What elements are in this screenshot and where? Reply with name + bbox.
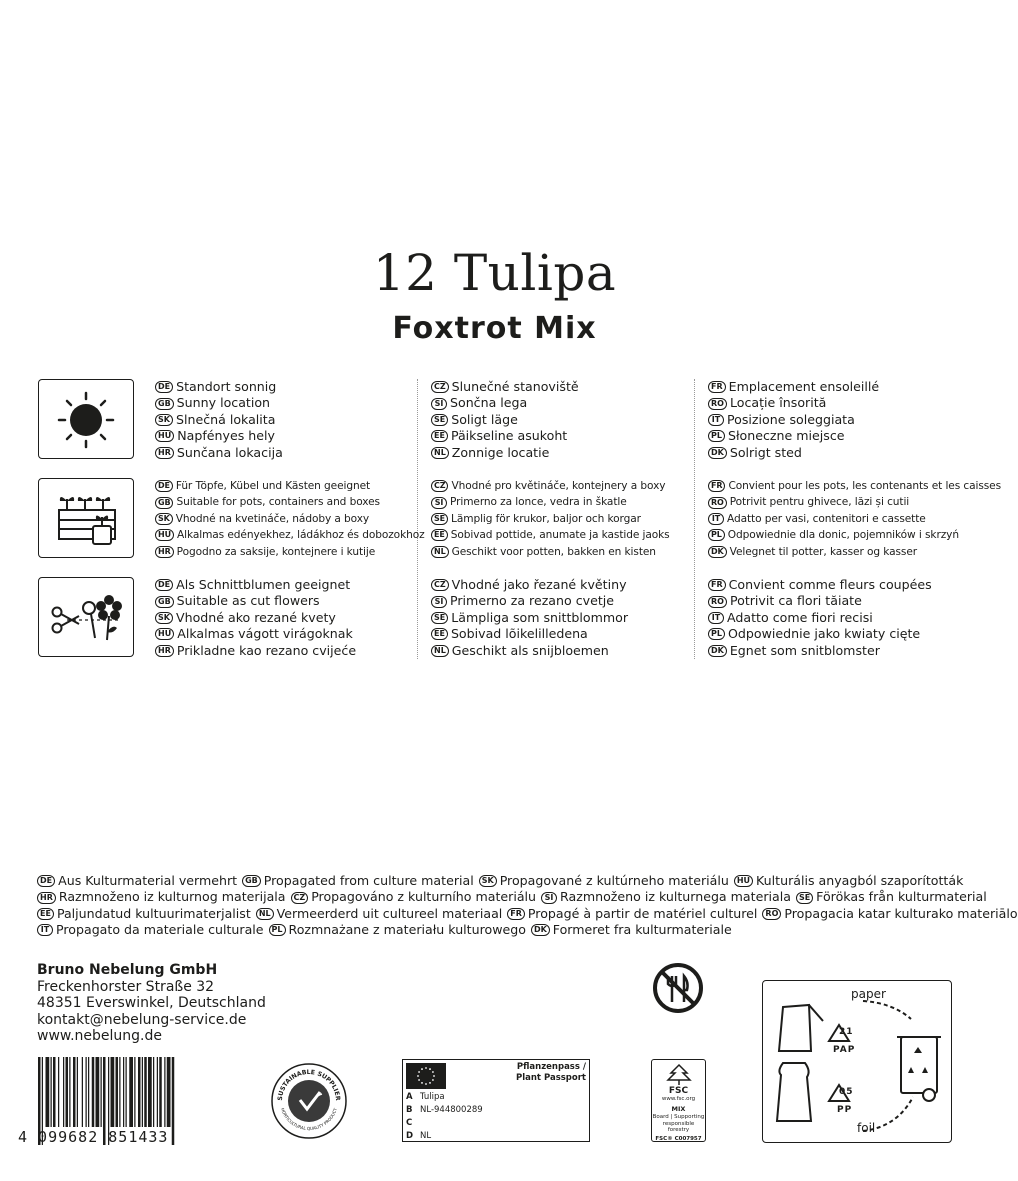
recycling-info: [762, 980, 952, 1143]
propagation-text: Propagované z kultúrneho materiálu: [499, 873, 729, 888]
language-code-badge: DE: [37, 875, 55, 887]
translation-text: Convient comme fleurs coupées: [728, 577, 932, 592]
translation-text: Zonnige locatie: [451, 444, 550, 460]
cut-flowers-icon: [39, 578, 133, 656]
translation-text: Egnet som snitblomster: [729, 642, 880, 658]
foil-label: foil: [857, 1121, 876, 1135]
translation-text: Sobivad pottide, anumate ja kastide jaoks: [450, 529, 670, 542]
language-column: [155, 577, 356, 659]
translation-text: Slnečná lokalita: [175, 411, 276, 427]
translation-text: Suitable for pots, containers and boxes: [176, 496, 380, 509]
language-code-badge: FR: [507, 908, 525, 920]
translation-text: Adatto per vasi, contenitori e cassette: [727, 512, 926, 525]
company-email: kontakt@nebelung-service.de: [37, 1011, 247, 1028]
language-code-badge: CZ: [291, 892, 309, 904]
propagation-segment: [37, 906, 251, 922]
language-code-badge: GB: [155, 398, 174, 410]
fsc-code: FSC® C007957: [655, 1135, 702, 1142]
eu-star: [433, 1075, 435, 1077]
seal-top-text: SUSTAINABLE SUPPLIER: [276, 1068, 342, 1101]
propagation-statement: [37, 873, 1018, 939]
language-code-badge: DE: [155, 381, 173, 393]
propagation-text: Propagato da materiale culturale: [56, 922, 264, 938]
sun-icon-box: [38, 379, 134, 459]
propagation-segment: [37, 889, 286, 905]
sustainable-supplier-seal: [270, 1062, 348, 1140]
translation-text: Sobivad lõikelilledena: [450, 626, 588, 642]
barcode-bar: [53, 1057, 56, 1127]
translation-text: Prikladne kao rezano cvijeće: [176, 642, 357, 658]
translation-line: [431, 593, 628, 609]
company-website: www.nebelung.de: [37, 1028, 162, 1045]
translation-line: [155, 527, 425, 543]
propagation-text: Kulturális anyagból szaporították: [756, 873, 964, 888]
translation-text: Sunčana lokacija: [176, 444, 283, 460]
propagation-segment: [37, 922, 264, 938]
language-code-badge: SK: [479, 875, 497, 887]
translation-line: [431, 610, 628, 626]
language-code-badge: FR: [708, 381, 726, 393]
product-title: 12 Tulipa: [372, 244, 617, 302]
pp-number: 05: [839, 1087, 854, 1097]
language-code-badge: PL: [708, 529, 725, 541]
passport-title-line1: Pflanzenpass /: [516, 1062, 586, 1072]
translation-text: Pogodno za saksije, kontejnere i kutije: [176, 545, 376, 558]
eu-star: [418, 1071, 420, 1073]
translation-text: Primerno za lonce, vedra in škatle: [450, 496, 627, 509]
translation-line: [708, 412, 879, 428]
barcode-bar: [101, 1057, 102, 1127]
translation-line: [431, 626, 628, 642]
barcode-bar: [82, 1057, 83, 1127]
product-variety: Foxtrot Mix: [392, 311, 597, 346]
passport-title: [516, 1062, 586, 1084]
language-code-badge: EE: [431, 529, 448, 541]
language-code-badge: PL: [269, 924, 286, 936]
passport-key: A: [406, 1092, 413, 1102]
translation-line: [431, 395, 579, 411]
fsc-description: Board | Supporting responsible forestry: [652, 1114, 705, 1133]
pp-code: PP: [837, 1105, 853, 1115]
language-code-badge: DK: [708, 546, 727, 558]
language-code-badge: SE: [796, 892, 813, 904]
barcode-bar: [153, 1057, 154, 1127]
paper-bag-icon: [779, 1005, 811, 1051]
translation-text: Sončna lega: [450, 395, 528, 411]
language-code-badge: EE: [431, 430, 448, 442]
propagation-text: Aus Kulturmaterial vermehrt: [58, 873, 238, 888]
language-column: [155, 478, 425, 560]
eu-star: [421, 1082, 423, 1084]
translation-line: [431, 527, 670, 543]
language-code-badge: NL: [256, 908, 274, 920]
barcode-bar: [129, 1057, 133, 1127]
passport-value: NL-944800289: [420, 1105, 483, 1115]
language-column: [431, 577, 628, 659]
translation-line: [431, 412, 579, 428]
barcode-bar: [164, 1057, 165, 1127]
seal-bottom-text: HORTICULTURAL QUALITY PRODUCT: [280, 1107, 338, 1132]
translation-line: [431, 544, 670, 560]
language-code-badge: HR: [155, 546, 174, 558]
translation-text: Velegnet til potter, kasser og kasser: [729, 545, 917, 558]
language-code-badge: GB: [242, 875, 261, 887]
translation-line: [155, 626, 356, 642]
company-address: [37, 962, 266, 1045]
barcode-bar: [157, 1057, 158, 1127]
recycle-bin-icon: [901, 1037, 937, 1093]
language-code-badge: DE: [155, 579, 173, 591]
barcode-bar: [119, 1057, 120, 1127]
passport-key: B: [406, 1105, 413, 1115]
passport-value: Tulipa: [420, 1092, 445, 1102]
translation-text: Geschikt als snijbloemen: [451, 642, 609, 658]
fsc-mix: MIX: [671, 1104, 686, 1113]
language-code-badge: GB: [155, 596, 174, 608]
barcode-bar: [92, 1057, 95, 1127]
barcode-bar: [69, 1057, 70, 1127]
barcode-bar: [77, 1057, 78, 1127]
barcode-bar: [123, 1057, 124, 1127]
propagation-segment: [541, 889, 791, 905]
propagation-text: Propagated from culture material: [263, 873, 474, 888]
translation-line: [431, 428, 579, 444]
translation-line: [155, 412, 283, 428]
translation-line: [708, 593, 932, 609]
language-code-badge: SE: [431, 513, 448, 525]
language-code-badge: CZ: [431, 381, 449, 393]
language-column: [708, 577, 932, 659]
language-code-badge: NL: [431, 546, 449, 558]
translation-line: [431, 445, 579, 461]
translation-text: Convient pour les pots, les contenants et les caisses: [728, 480, 1002, 492]
language-code-badge: CZ: [431, 579, 449, 591]
propagation-text: Propagé à partir de matériel culturel: [527, 905, 758, 921]
barcode-bar: [66, 1057, 69, 1127]
translation-text: Vhodné jako řezané květiny: [451, 577, 627, 592]
language-code-badge: NL: [431, 447, 449, 459]
eu-star: [429, 1068, 431, 1070]
language-code-badge: SI: [431, 497, 447, 509]
language-code-badge: IT: [708, 414, 724, 426]
propagation-text: Formeret fra kulturmateriale: [552, 922, 732, 938]
translation-line: [708, 527, 1001, 543]
language-column: [708, 379, 879, 461]
fsc-url: www.fsc.org: [661, 1096, 696, 1102]
translation-line: [431, 511, 670, 527]
barcode-bar: [111, 1057, 115, 1127]
propagation-text: Propagacia katar kulturako materiālo: [784, 905, 1018, 921]
language-code-badge: HU: [734, 875, 753, 887]
propagation-text: Vermeerderd uit cultureel materiaal: [276, 905, 503, 921]
eu-star: [429, 1082, 431, 1084]
barcode-bar: [134, 1057, 135, 1127]
language-code-badge: HR: [155, 645, 174, 657]
translation-text: Lämpliga som snittblommor: [451, 609, 629, 625]
translation-text: Odpowiednie dla donic, pojemników i skrzyń: [727, 529, 959, 542]
language-code-badge: PL: [708, 628, 725, 640]
foil-bag-icon: [777, 1063, 811, 1121]
language-code-badge: HU: [155, 529, 174, 541]
translation-line: [708, 626, 932, 642]
translation-line: [155, 445, 283, 461]
language-code-badge: HU: [155, 628, 174, 640]
propagation-segment: [37, 873, 237, 889]
language-code-badge: SK: [155, 612, 173, 624]
translation-line: [708, 379, 879, 395]
translation-line: [155, 610, 356, 626]
translation-line: [708, 511, 1001, 527]
no-fork-knife-icon: [652, 962, 704, 1014]
passport-row: [406, 1118, 420, 1129]
propagation-segment: [269, 922, 526, 938]
language-code-badge: DK: [708, 447, 727, 459]
propagation-line: [37, 889, 987, 905]
paper-label: paper: [851, 987, 886, 1001]
translation-text: Słoneczne miejsce: [727, 428, 845, 444]
translation-text: Vhodné na kvetináče, nádoby a boxy: [175, 512, 370, 525]
eu-star: [417, 1075, 419, 1077]
propagation-segment: [256, 906, 502, 922]
language-code-badge: SK: [155, 414, 173, 426]
barcode-bar: [96, 1057, 100, 1127]
language-code-badge: HR: [37, 892, 56, 904]
language-code-badge: IT: [708, 513, 724, 525]
translation-line: [708, 494, 1001, 510]
language-code-badge: SE: [431, 414, 448, 426]
translation-line: [431, 577, 628, 593]
language-code-badge: EE: [431, 628, 448, 640]
language-column: [155, 379, 283, 461]
translation-line: [708, 643, 932, 659]
eu-star: [425, 1083, 427, 1085]
translation-line: [155, 544, 425, 560]
eu-star: [421, 1068, 423, 1070]
language-code-badge: RO: [708, 596, 727, 608]
translation-text: Primerno za rezano cvetje: [450, 593, 615, 609]
translation-line: [708, 478, 1001, 494]
barcode-bar: [159, 1057, 162, 1127]
recycling-diagram: [763, 981, 951, 1142]
translation-line: [155, 577, 356, 593]
translation-line: [155, 511, 425, 527]
passport-row: [406, 1092, 445, 1103]
translation-line: [708, 428, 879, 444]
propagation-segment: [762, 906, 1017, 922]
pap-code: PAP: [833, 1045, 856, 1055]
translation-line: [708, 395, 879, 411]
translation-text: Vhodné ako rezané kvety: [175, 609, 336, 625]
language-column: [431, 478, 670, 560]
propagation-text: Propagováno z kulturního materiálu: [311, 889, 537, 905]
translation-text: Päikseline asukoht: [450, 428, 568, 444]
language-code-badge: DE: [155, 480, 173, 492]
passport-value: NL: [420, 1131, 432, 1141]
barcode-bar: [88, 1057, 89, 1127]
sun-icon: [39, 380, 133, 458]
translation-text: Alkalmas edényekhez, ládákhoz és dobozokhoz: [177, 529, 425, 542]
translation-text: Solrigt sted: [729, 444, 802, 460]
propagation-segment: [507, 906, 757, 922]
translation-line: [155, 395, 283, 411]
planter-box-icon: [39, 479, 133, 557]
translation-line: [155, 379, 283, 395]
translation-text: Napfényes hely: [177, 428, 275, 444]
barcode-bar: [148, 1057, 152, 1127]
language-code-badge: SK: [155, 513, 173, 525]
passport-row: [406, 1131, 431, 1142]
propagation-text: Razmnoženo iz kulturnog materijala: [58, 889, 286, 905]
eu-flag-icon: [406, 1063, 446, 1089]
translation-line: [431, 643, 628, 659]
eu-star: [432, 1071, 434, 1073]
passport-key: C: [406, 1118, 413, 1128]
translation-text: Lämplig för krukor, baljor och korgar: [451, 512, 641, 525]
language-code-badge: SI: [541, 892, 557, 904]
passport-key: D: [406, 1131, 414, 1141]
language-code-badge: EE: [37, 908, 54, 920]
barcode-bar: [138, 1057, 141, 1127]
translation-line: [155, 428, 283, 444]
language-column: [431, 379, 579, 461]
language-code-badge: CZ: [431, 480, 448, 492]
language-code-badge: PL: [708, 430, 725, 442]
barcode-bar: [167, 1057, 171, 1127]
language-code-badge: HR: [155, 447, 174, 459]
language-code-badge: SE: [431, 612, 448, 624]
propagation-text: Rozmnażane z materiału kulturowego: [288, 922, 526, 938]
language-code-badge: HU: [155, 430, 174, 442]
barcode-bar: [116, 1057, 119, 1127]
language-code-badge: RO: [762, 908, 781, 920]
translation-text: Adatto come fiori recisi: [727, 609, 873, 625]
translation-text: Potrivit pentru ghivece, lăzi și cutii: [729, 496, 910, 509]
language-code-badge: DK: [708, 645, 727, 657]
propagation-line: [37, 922, 977, 938]
barcode-bar: [142, 1057, 143, 1127]
pap-number: 21: [839, 1027, 854, 1037]
passport-row: [406, 1105, 483, 1116]
company-street: Freckenhorster Straße 32: [37, 978, 215, 995]
propagation-text: Förökas från kulturmaterial: [816, 889, 987, 905]
translation-line: [431, 478, 670, 494]
column-divider: [694, 379, 695, 659]
language-code-badge: FR: [708, 480, 725, 492]
translation-line: [155, 643, 356, 659]
translation-text: Vhodné pro květináče, kontejnery a boxy: [451, 480, 666, 492]
translation-line: [155, 593, 356, 609]
language-code-badge: FR: [708, 579, 726, 591]
language-code-badge: NL: [431, 645, 449, 657]
eu-star: [418, 1079, 420, 1081]
propagation-text: Paljundatud kultuurimaterjalist: [56, 905, 251, 921]
propagation-segment: [291, 889, 537, 905]
propagation-line: [37, 873, 977, 889]
propagation-segment: [242, 873, 474, 889]
translation-text: Potrivit ca flori tăiate: [729, 593, 862, 609]
translation-line: [155, 478, 425, 494]
barcode-bar: [63, 1057, 64, 1127]
eu-star: [432, 1079, 434, 1081]
language-code-badge: SI: [431, 596, 447, 608]
translation-text: Geschikt voor potten, bakken en kisten: [451, 545, 656, 558]
translation-text: Standort sonnig: [176, 379, 277, 394]
barcode-bar: [58, 1057, 59, 1127]
language-code-badge: SI: [431, 398, 447, 410]
propagation-text: Razmnoženo iz kulturnega materiala: [560, 889, 791, 905]
language-code-badge: DK: [531, 924, 550, 936]
barcode-number: 4 099682 851433: [18, 1128, 169, 1146]
translation-line: [155, 494, 425, 510]
fsc-text: FSC: [668, 1086, 689, 1096]
fsc-tree-icon: [665, 1064, 693, 1086]
propagation-segment: [531, 922, 732, 938]
translation-text: Suitable as cut flowers: [176, 593, 320, 609]
barcode-bar: [46, 1057, 50, 1127]
language-code-badge: GB: [155, 497, 173, 509]
language-code-badge: RO: [708, 497, 727, 509]
planter-box-icon-box: [38, 478, 134, 558]
language-code-badge: RO: [708, 398, 727, 410]
passport-title-line2: Plant Passport: [516, 1073, 586, 1083]
translation-line: [708, 544, 1001, 560]
barcode-bar: [126, 1057, 127, 1127]
eu-star: [425, 1067, 427, 1069]
propagation-segment: [796, 889, 987, 905]
fsc-label: [651, 1059, 706, 1142]
barcode-bar: [51, 1057, 52, 1127]
barcode-bar: [86, 1057, 87, 1127]
translation-text: Slunečné stanoviště: [451, 379, 579, 394]
translation-line: [708, 577, 932, 593]
translation-text: Als Schnittblumen geeignet: [176, 577, 351, 592]
cut-flowers-icon-box: [38, 577, 134, 657]
translation-line: [431, 494, 670, 510]
propagation-segment: [479, 873, 729, 889]
propagation-line: [37, 905, 1018, 922]
translation-text: Für Töpfe, Kübel und Kästen geeignet: [175, 480, 371, 492]
translation-line: [431, 379, 579, 395]
translation-text: Alkalmas vágott virágoknak: [177, 626, 353, 642]
translation-text: Soligt läge: [451, 411, 518, 427]
propagation-segment: [734, 873, 964, 889]
barcode-bar: [144, 1057, 147, 1127]
language-column: [708, 478, 1001, 560]
plant-passport: [402, 1059, 590, 1142]
company-city: 48351 Everswinkel, Deutschland: [37, 995, 266, 1012]
translation-text: Emplacement ensoleillé: [728, 379, 880, 394]
translation-line: [708, 445, 879, 461]
language-code-badge: IT: [708, 612, 724, 624]
translation-line: [708, 610, 932, 626]
company-name: Bruno Nebelung GmbH: [37, 962, 218, 978]
language-code-badge: IT: [37, 924, 53, 936]
translation-text: Odpowiednie jako kwiaty cięte: [727, 626, 921, 642]
translation-text: Sunny location: [176, 395, 271, 411]
translation-text: Locație însorită: [729, 395, 827, 411]
barcode-bar: [73, 1057, 76, 1127]
translation-text: Posizione soleggiata: [727, 411, 855, 427]
